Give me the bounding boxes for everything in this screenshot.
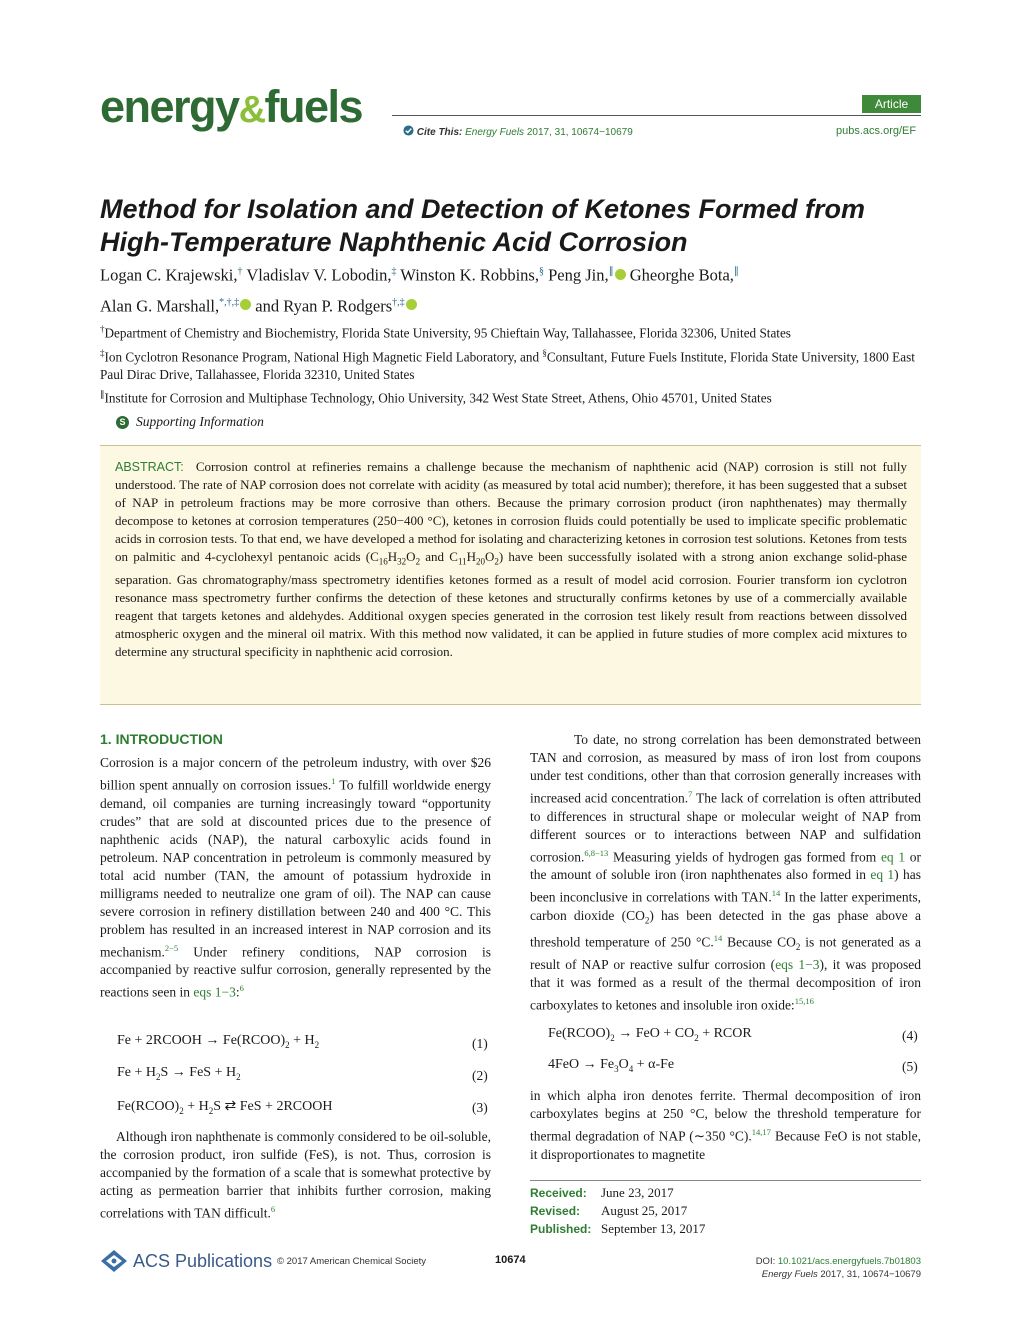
- formula-sub: 2: [415, 556, 421, 567]
- affil-mark: §: [542, 348, 547, 358]
- citation-ref[interactable]: 6,8−13: [584, 847, 609, 858]
- eq-sub: 2: [179, 1105, 184, 1116]
- author-robbins[interactable]: Winston K. Robbins,: [400, 265, 539, 285]
- author-affil-mark: †,‡: [392, 296, 405, 308]
- dates-divider: [530, 1180, 921, 1181]
- equation-1: [117, 1033, 319, 1050]
- author-affil-mark: §: [538, 266, 544, 277]
- citation-ref[interactable]: 14: [713, 933, 723, 944]
- eq-sub: 2: [156, 1071, 161, 1082]
- date-label: Published:: [530, 1222, 592, 1236]
- journal-logo-fuels: fuels: [264, 81, 363, 132]
- eq-part: Fe(RCOO): [548, 1026, 611, 1041]
- abstract-text: [115, 458, 907, 661]
- affil-mark: ‡: [100, 348, 105, 358]
- col2-paragraph-1: [530, 731, 921, 1015]
- affiliation-3: [100, 385, 925, 407]
- equation-5-number: (5): [902, 1059, 918, 1074]
- formula-part: O: [406, 549, 416, 564]
- author-affil-mark: ∥: [733, 266, 739, 277]
- paragraph-text: or the amount of soluble iron (iron naphthenates also formed in: [530, 849, 921, 882]
- journal-logo: [100, 81, 363, 132]
- abstract-part: Corrosion control at refineries remains a challenge because the mechanism of naphthenic acid (NAP) corrosion is still not fully understood. The rate of NAP corrosion does not correlate with acidity (as measured by total acid number); therefore, it has been suggested that a subset of NAP in petroleum fractions may be more corrosive than others. Because the primary corrosion product (iron naphthenates) may thermally decompose to ketones at corrosion temperatures (250−400 °C), ketones in corrosion fluids could potentially be used to implicate specific problematic acids in corrosion tests. To that end, we have developed a method for isolating and characterizing ketones in corrosion test solutions. Ketones from tests on palmitic and 4-cyclohexyl pentanoic acids (C: [115, 459, 908, 564]
- doi-line: [690, 1255, 921, 1268]
- page-number: 10674: [495, 1254, 526, 1266]
- equation-4: [548, 1026, 752, 1043]
- publisher-name[interactable]: ACS Publications: [133, 1251, 273, 1271]
- author-rodgers[interactable]: and Ryan P. Rodgers: [255, 296, 393, 315]
- article-title: Method for Isolation and Detection of Ketones Formed from High-Temperature Naphthenic Acid Corrosion: [100, 194, 866, 257]
- eq-part: 4FeO → Fe: [548, 1057, 615, 1072]
- equation-ref[interactable]: eqs 1−3: [193, 984, 236, 1000]
- equation-ref[interactable]: eq 1: [880, 849, 906, 864]
- equation-3-number: (3): [472, 1100, 488, 1115]
- citation-ref[interactable]: 14,17: [751, 1127, 771, 1137]
- author-marshall[interactable]: Alan G. Marshall,: [100, 296, 220, 315]
- date-label: Received:: [530, 1186, 587, 1200]
- formula-part: O: [485, 549, 495, 564]
- citation-rest: 2017, 31, 10674−10679: [817, 1269, 921, 1280]
- author-line-1: [100, 258, 930, 289]
- paragraph-text: Because CO: [722, 934, 796, 950]
- equation-ref[interactable]: eqs 1−3: [775, 957, 820, 973]
- affiliation-2: [100, 344, 925, 384]
- affil-text: Consultant, Future Fuels Institute, Florida State University, 1800 East Paul Dirac Drive, Tallahassee, Florida 32310, United States: [100, 349, 915, 383]
- orcid-icon[interactable]: [406, 299, 417, 310]
- abstract-part: ) have been successfully isolated with a strong anion exchange solid-phase separation. Gas chromatography/mass spectrometry identifies ketones formed as a result of model acid corrosion. Fourier transform ion cyclotron resonance mass spectrometry further confirms the detection of these ketones and structurally confirms ketones by use of a commercially available reagent that targets ketones and aldehydes. Additional oxygen species generated in the corrosion test likely result from reactions between dissolved atmospheric oxygen and the mineral oil matrix. With this method now validated, it can be applied in future studies of more complex acid mixtures to determine any structural specificity in naphthenic acid corrosion.: [115, 549, 907, 659]
- eq-part: Fe(RCOO): [117, 1099, 180, 1114]
- eq-part: + H: [183, 1099, 209, 1114]
- eq-part: S ⇄ FeS + 2RCOOH: [213, 1099, 333, 1114]
- orcid-icon[interactable]: [615, 269, 626, 280]
- section-heading-introduction: 1. INTRODUCTION: [100, 731, 223, 747]
- journal-logo-energy: energy: [100, 81, 239, 132]
- supporting-info-link[interactable]: Supporting Information: [136, 414, 264, 429]
- eq-sub: 2: [236, 1071, 241, 1082]
- formula-sub: 20: [476, 556, 485, 567]
- equation-5: [548, 1057, 674, 1074]
- paragraph-text: ), it was proposed that it was formed as a result of the thermal decomposition of iron carboxylates to ketones and insoluble iron oxide:: [530, 957, 922, 1013]
- formula-sub: 2: [795, 942, 801, 953]
- paragraph-text: Although iron naphthenate is commonly considered to be oil-soluble, the corrosion product, iron sulfide (FeS), is not. Thus, corrosion is accompanied by the formation of a scale that is somewhat protective by acting as permeation barrier that inhibits further corrosion, making correlations with TAN difficult.: [100, 1129, 491, 1221]
- cite-label: Cite This:: [416, 127, 463, 138]
- paragraph-text: Under refinery conditions, NAP corrosion is accompanied by reactive sulfur corrosion, generally represented by the reactions seen in: [100, 944, 491, 1000]
- formula-sub: 16: [378, 556, 388, 567]
- eq-sub: 2: [610, 1032, 615, 1043]
- col2-paragraph-2: [530, 1087, 921, 1164]
- affil-text: Ion Cyclotron Resonance Program, National High Magnetic Field Laboratory, and: [104, 349, 543, 365]
- intro-paragraph-1: [100, 754, 491, 1002]
- citation-ref[interactable]: 1: [331, 776, 336, 786]
- author-lobodin[interactable]: Vladislav V. Lobodin,: [246, 265, 392, 285]
- date-value: September 13, 2017: [601, 1221, 706, 1236]
- eq-sub: 2: [314, 1039, 320, 1050]
- author-line-2: [100, 289, 930, 320]
- equation-2-number: (2): [472, 1068, 488, 1083]
- abstract-box: [100, 445, 921, 705]
- paragraph-text: To date, no strong correlation has been demonstrated between TAN and corrosion, as measured by mass of iron lost from coupons under test conditions, other than that corrosion generally increases with increased acid concentration.: [530, 732, 921, 806]
- paragraph-text: in which alpha iron denotes ferrite. Thermal decomposition of iron carboxylates begins at 250 °C, below the threshold temperature for thermal degradation of NAP (∼350 °C).: [530, 1088, 921, 1144]
- revised-date: [530, 1202, 688, 1220]
- published-date: [530, 1220, 706, 1238]
- paragraph-text: :: [235, 984, 240, 1000]
- eq-sub: 3: [614, 1063, 619, 1074]
- date-label: Revised:: [530, 1204, 581, 1218]
- paragraph-text: ) has been inconclusive in correlations with TAN.: [530, 867, 922, 905]
- paragraph-text: In the latter experiments, carbon dioxide (CO: [530, 889, 921, 923]
- equation-ref[interactable]: eq 1: [870, 867, 895, 882]
- eq-part: + RCOR: [698, 1026, 752, 1041]
- affil-mark: †: [100, 324, 105, 334]
- citation-line: [690, 1268, 921, 1281]
- journal-site-link[interactable]: pubs.acs.org/EF: [836, 125, 917, 137]
- affiliation-1: [100, 320, 925, 342]
- cite-this[interactable]: [403, 125, 633, 138]
- affil-text: Department of Chemistry and Biochemistry, Florida State University, 95 Chieftain Way, Tallahassee, Florida 32306, United States: [104, 325, 791, 341]
- intro-paragraph-2: [100, 1128, 491, 1223]
- equation-4-number: (4): [902, 1028, 918, 1043]
- affil-mark: ∥: [100, 389, 105, 399]
- eq-sub: 4: [628, 1063, 634, 1074]
- formula-part: H: [466, 549, 476, 564]
- citation-ref[interactable]: 6: [270, 1204, 276, 1214]
- citation-ref[interactable]: 7: [688, 789, 693, 799]
- cite-journal: Energy Fuels: [465, 127, 525, 138]
- eq-sub: 2: [694, 1032, 699, 1043]
- author-list: [100, 258, 930, 319]
- author-krajewski[interactable]: Logan C. Krajewski,: [100, 265, 238, 285]
- acs-logo-icon: [100, 1249, 128, 1273]
- formula-sub: 32: [397, 556, 407, 567]
- citation-ref[interactable]: 14: [771, 888, 781, 898]
- cite-check-icon: [403, 125, 414, 136]
- formula-sub: 2: [494, 556, 499, 567]
- eq-part: Fe + 2RCOOH → Fe(RCOO): [117, 1033, 286, 1048]
- citation-ref[interactable]: 6: [239, 983, 244, 993]
- affil-text: Institute for Corrosion and Multiphase Technology, Ohio University, 342 West State Street, Athens, Ohio 45701, United States: [104, 390, 772, 406]
- formula-sub: 2: [644, 915, 650, 926]
- article-type-badge: Article: [862, 95, 921, 113]
- eq-sub: 2: [285, 1039, 290, 1050]
- citation-ref[interactable]: 2−5: [164, 942, 179, 953]
- paragraph-text: The lack of correlation is often attributed to differences in structural shape or molecular weight of NAP from different sources or to interactions between NAP and sulfidation corrosion.: [530, 790, 921, 864]
- supporting-info-icon: S: [116, 416, 129, 429]
- eq-part: Fe + H: [117, 1065, 157, 1080]
- paragraph-text: To fulfill worldwide energy demand, oil companies are turning increasingly toward “opportunity crudes” that are sold at discounted prices due to the presence of naphthenic acids (NAP), the natural carboxylic acids found in petroleum. NAP concentration in petroleum is commonly measured by total acid number (TAN, the amount of potassium hydroxide in milligrams needed to neutralize one gram of oil). The NAP can cause severe corrosion in refinery distillation between 240 and 400 °C. This problem has resulted in an increased interest in NAP corrosion and its mechanism.: [100, 777, 491, 959]
- date-value: August 25, 2017: [601, 1203, 688, 1218]
- paragraph-text: ) has been detected in the gas phase above a threshold temperature of 250 °C.: [530, 907, 921, 950]
- formula-part: H: [387, 549, 398, 564]
- eq-part: → FeO + CO: [614, 1026, 695, 1041]
- author-affil-mark: ∥: [608, 266, 614, 277]
- equation-2: [117, 1065, 241, 1082]
- eq-part: S → FeS + H: [160, 1065, 237, 1080]
- author-affil-mark: *,†,‡: [219, 296, 240, 308]
- eq-part: + H: [289, 1033, 315, 1048]
- equation-3: [117, 1098, 332, 1116]
- eq-part: O: [618, 1057, 629, 1072]
- paragraph-text: Measuring yields of hydrogen gas formed from: [608, 849, 881, 864]
- abstract-label: ABSTRACT:: [115, 460, 184, 474]
- doi-label: DOI:: [755, 1256, 778, 1267]
- equation-1-number: (1): [472, 1036, 488, 1051]
- citation-journal: Energy Fuels: [761, 1269, 818, 1280]
- author-affil-mark: †: [237, 266, 243, 277]
- author-bota[interactable]: Gheorghe Bota,: [629, 265, 734, 285]
- eq-sub: 2: [208, 1105, 214, 1116]
- received-date: [530, 1184, 674, 1202]
- orcid-icon[interactable]: [240, 299, 251, 310]
- paragraph-text: Corrosion is a major concern of the petroleum industry, with over $26 billion spent annually on corrosion issues.: [100, 755, 491, 793]
- header-rule: [392, 115, 921, 116]
- date-value: June 23, 2017: [601, 1185, 674, 1200]
- paragraph-text: Because FeO is not stable, it disproportionates to magnetite: [530, 1128, 921, 1162]
- author-jin[interactable]: Peng Jin,: [548, 265, 609, 285]
- copyright: © 2017 American Chemical Society: [277, 1256, 427, 1267]
- doi-link[interactable]: 10.1021/acs.energyfuels.7b01803: [777, 1256, 921, 1267]
- doi-block: [690, 1255, 921, 1281]
- citation-ref[interactable]: 15,16: [794, 996, 814, 1007]
- paragraph-text: is not generated as a result of NAP or reactive sulfur corrosion (: [530, 934, 921, 973]
- eq-part: + α-Fe: [633, 1057, 675, 1072]
- formula-sub: 11: [457, 556, 467, 567]
- author-affil-mark: ‡: [391, 266, 397, 277]
- abstract-part: and C: [420, 549, 458, 564]
- cite-volume: 2017, 31, 10674−10679: [524, 127, 633, 138]
- journal-logo-amp: &: [238, 89, 265, 131]
